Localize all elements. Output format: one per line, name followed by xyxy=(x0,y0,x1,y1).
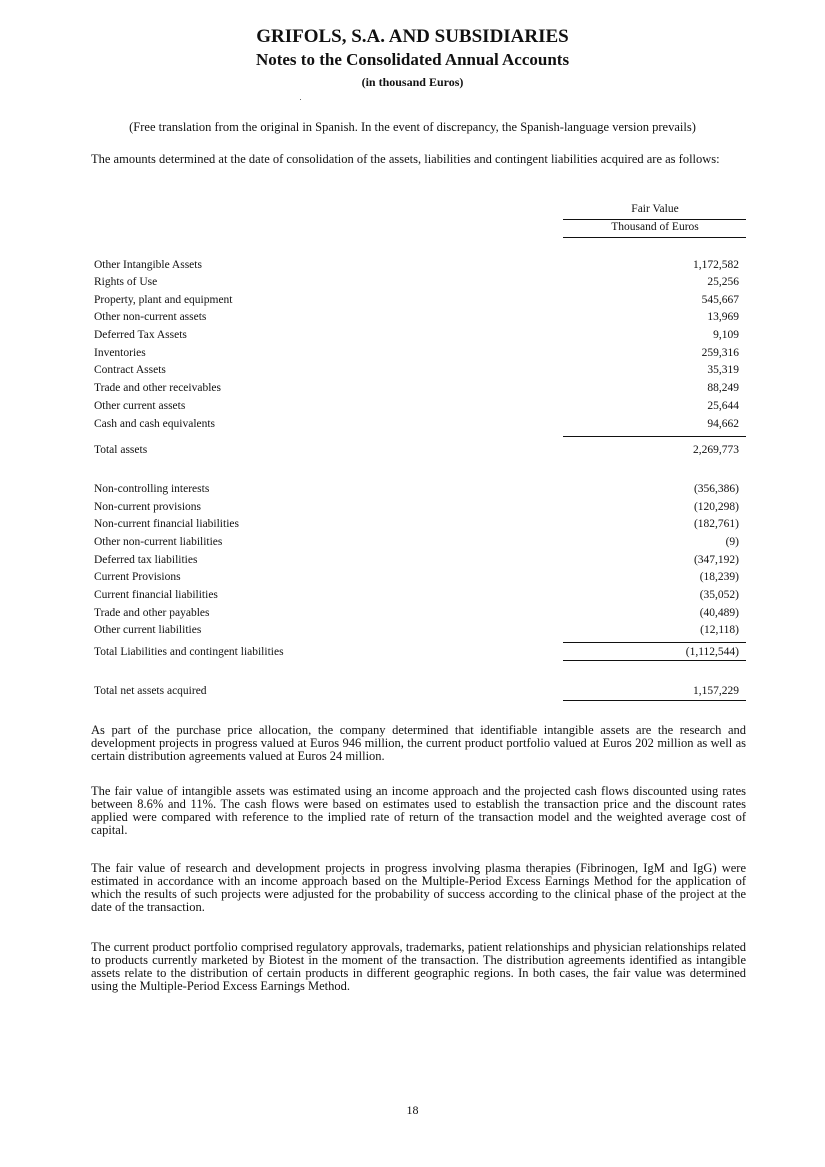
row-value: (40,489) xyxy=(699,607,739,619)
table-row xyxy=(94,259,739,273)
table-row xyxy=(94,501,739,515)
row-label: Current Provisions xyxy=(94,571,181,583)
row-value: 1,172,582 xyxy=(693,259,739,271)
row-value: (347,192) xyxy=(693,554,739,566)
paragraph: As part of the purchase price allocation, the company determined that identifiable intangible assets are the research and development projects in progress valued at Euros 946 million, the current product portfolio valued at Euros 202 million as well as certain distribution agreements valued at Euros 24 million. xyxy=(91,723,746,763)
row-value: 259,316 xyxy=(701,347,739,359)
row-value: 13,969 xyxy=(707,311,739,323)
row-value: 25,644 xyxy=(707,400,739,412)
row-value: 88,249 xyxy=(707,382,739,394)
paragraph: The fair value of research and development projects in progress involving plasma therapies (Fibrinogen, IgM and IgG) were estimated in accordance with an income approach based on the Multiple-Period Excess Earnings Method for the application of which the results of such projects were adjusted for the probability of success according to the clinical phase of the project at the date of the transaction. xyxy=(91,861,746,914)
column-subheader-rule xyxy=(563,237,746,238)
table-row xyxy=(94,400,739,414)
table-row xyxy=(94,589,739,603)
table-row xyxy=(94,276,739,290)
table-row xyxy=(94,607,739,621)
total-liabilities-rule xyxy=(563,642,746,643)
table-row xyxy=(94,347,739,361)
total-liabilities-underline xyxy=(563,660,746,661)
row-label: Trade and other receivables xyxy=(94,382,221,394)
row-label: Contract Assets xyxy=(94,364,166,376)
document-title: Notes to the Consolidated Annual Accounts xyxy=(255,50,570,69)
total-net-underline xyxy=(563,700,746,701)
row-label: Property, plant and equipment xyxy=(94,294,233,306)
total-assets-rule xyxy=(563,436,746,437)
row-value: 35,319 xyxy=(707,364,739,376)
table-row xyxy=(94,382,739,396)
table-row xyxy=(94,294,739,308)
total-net-assets-row xyxy=(94,685,739,699)
row-value: (1,112,544) xyxy=(685,646,739,658)
row-label: Other current liabilities xyxy=(94,624,202,636)
row-label: Other Intangible Assets xyxy=(94,259,202,271)
row-value: 1,157,229 xyxy=(693,685,739,697)
column-header: Fair Value xyxy=(631,203,679,215)
row-label: Current financial liabilities xyxy=(94,589,218,601)
column-subheader: Thousand of Euros xyxy=(611,221,699,233)
row-value: 94,662 xyxy=(707,418,739,430)
table-row xyxy=(94,329,739,343)
row-value: (35,052) xyxy=(699,589,739,601)
row-label: Non-current provisions xyxy=(94,501,201,513)
table-row xyxy=(94,624,739,638)
table-row xyxy=(94,418,739,432)
row-value: 2,269,773 xyxy=(693,444,739,456)
units-subtitle: (in thousand Euros) xyxy=(361,75,464,89)
row-label: Other non-current assets xyxy=(94,311,207,323)
row-label: Inventories xyxy=(94,347,146,359)
intro-paragraph: The amounts determined at the date of consolidation of the assets, liabilities and contingent liabilities acquired are as follows: xyxy=(91,152,720,166)
row-value: (18,239) xyxy=(699,571,739,583)
row-label: Total assets xyxy=(94,444,148,456)
row-value: (12,118) xyxy=(700,624,739,636)
table-row xyxy=(94,483,739,497)
table-row xyxy=(94,518,739,532)
row-value: (120,298) xyxy=(693,501,739,513)
table-row xyxy=(94,536,739,550)
row-label: Non-current financial liabilities xyxy=(94,518,239,530)
page-number: 18 xyxy=(406,1103,419,1117)
row-label: Deferred Tax Assets xyxy=(94,329,187,341)
paragraph: The current product portfolio comprised regulatory approvals, trademarks, patient relationships and physician relationships related to products currently marketed by Biotest in the moment of the transaction. The distribution agreements identified as intangible assets relate to the distribution of certain products in different geographic regions. In both cases, the fair value was determined using the Multiple-Period Excess Earnings Method. xyxy=(91,940,746,993)
row-value: 25,256 xyxy=(707,276,739,288)
table-row xyxy=(94,364,739,378)
row-label: Trade and other payables xyxy=(94,607,210,619)
stray-dot xyxy=(300,99,301,100)
paragraph: The fair value of intangible assets was estimated using an income approach and the projected cash flows discounted using rates between 8.6% and 11%. The cash flows were based on estimates used to establish the transaction price and the discount rates applied were compared with reference to the implied rate of return of the transaction model and the weighted average cost of capital. xyxy=(91,784,746,837)
row-value: (356,386) xyxy=(693,483,739,495)
row-label: Other current assets xyxy=(94,400,186,412)
row-label: Non-controlling interests xyxy=(94,483,210,495)
total-liabilities-row xyxy=(94,646,739,660)
total-assets-row xyxy=(94,444,739,458)
table-row xyxy=(94,554,739,568)
row-value: (182,761) xyxy=(693,518,739,530)
row-value: (9) xyxy=(725,536,739,548)
row-value: 9,109 xyxy=(713,329,739,341)
row-label: Total Liabilities and contingent liabilities xyxy=(94,646,284,658)
row-label: Cash and cash equivalents xyxy=(94,418,216,430)
table-row xyxy=(94,571,739,585)
row-label: Deferred tax liabilities xyxy=(94,554,198,566)
company-title: GRIFOLS, S.A. AND SUBSIDIARIES xyxy=(256,26,569,47)
row-label: Other non-current liabilities xyxy=(94,536,223,548)
table-row xyxy=(94,311,739,325)
translation-note: (Free translation from the original in Spanish. In the event of discrepancy, the Spanish-language version prevails) xyxy=(129,120,696,134)
row-label: Total net assets acquired xyxy=(94,685,207,697)
column-header-rule xyxy=(563,219,746,220)
row-label: Rights of Use xyxy=(94,276,158,288)
row-value: 545,667 xyxy=(701,294,739,306)
